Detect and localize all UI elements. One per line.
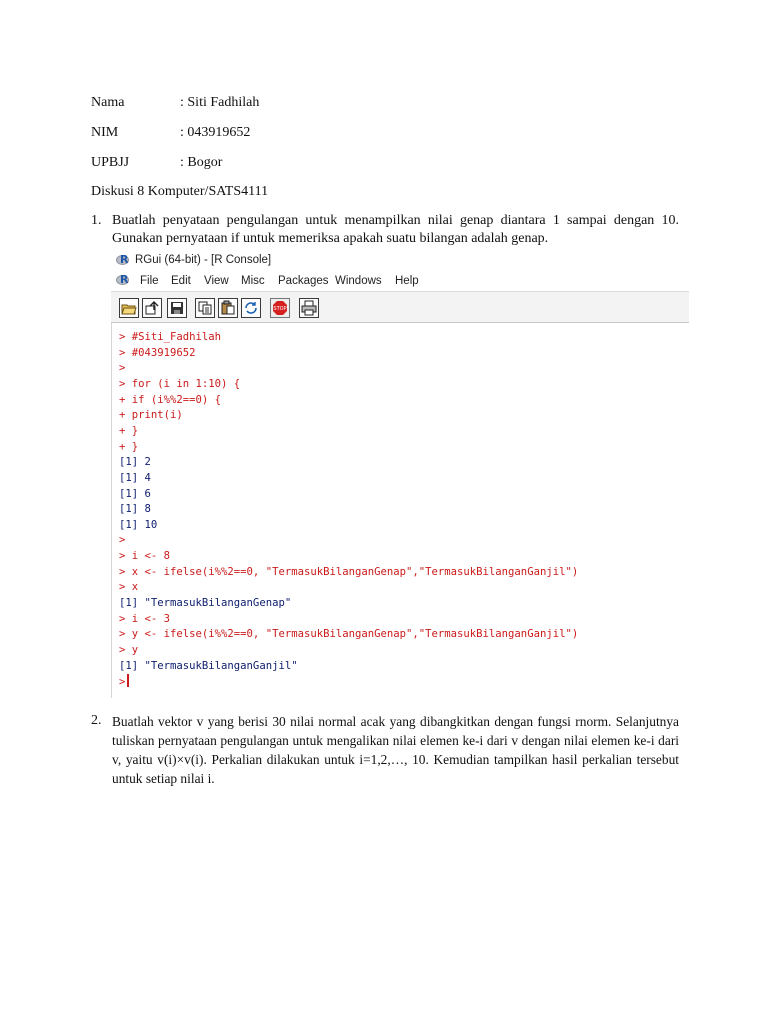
r-console[interactable] bbox=[111, 323, 689, 698]
question-number: 1. bbox=[91, 213, 102, 228]
menu-windows[interactable]: Windows bbox=[335, 275, 382, 287]
console-input-line: > #043919652 bbox=[119, 346, 196, 359]
nim-label: NIM bbox=[91, 125, 119, 140]
console-output-line: [1] 10 bbox=[119, 518, 158, 531]
console-input-line: + } bbox=[119, 424, 139, 437]
stop-icon[interactable] bbox=[270, 298, 290, 318]
console-output-line: [1] 2 bbox=[119, 456, 151, 469]
r-logo-icon: R bbox=[116, 254, 129, 267]
console-input-line: + if (i%%2==0) { bbox=[119, 393, 222, 406]
text-cursor bbox=[127, 674, 129, 687]
menu-file[interactable]: File bbox=[140, 275, 159, 287]
window-titlebar bbox=[111, 252, 689, 269]
console-input-line: > y bbox=[119, 644, 139, 656]
copy-icon[interactable] bbox=[195, 298, 215, 318]
paste-icon[interactable] bbox=[218, 298, 238, 318]
window-title: RGui (64-bit) - [R Console] bbox=[135, 254, 272, 266]
console-input-line: > bbox=[119, 534, 126, 547]
console-input-line: > x bbox=[119, 581, 139, 594]
question-text: Buatlah vektor v yang berisi 30 nilai normal acak yang dibangkitkan dengan fungsi rnorm. Selanjutnya tuliskan pernyataan pengulangan untuk mengalikan nilai elemen ke-i dari v dengan nilai elemen ke-i dari v, yaitu v(i)×v(i). Perkalian dilakukan untuk i=1,2,…, 10. Kemudian tampilkan hasil perkalian tersebut untuk setiap nilai i. bbox=[112, 714, 679, 786]
console-output-line: [1] "TermasukBilanganGenap" bbox=[119, 597, 292, 610]
menu-help[interactable]: Help bbox=[395, 275, 419, 287]
r-console-icon: R bbox=[116, 274, 129, 287]
console-input-line: > y <- ifelse(i%%2==0, "TermasukBilanganGenap","TermasukBilanganGanjil") bbox=[119, 628, 579, 641]
console-input-line: > bbox=[119, 674, 129, 690]
upbjj-label: UPBJJ bbox=[91, 155, 130, 170]
console-input-line: > bbox=[119, 362, 126, 375]
console-input-line: > i <- 3 bbox=[119, 612, 171, 625]
name-value: : Siti Fadhilah bbox=[180, 95, 260, 110]
toolbar bbox=[111, 291, 689, 323]
print-icon[interactable] bbox=[299, 298, 319, 318]
menu-misc[interactable]: Misc bbox=[241, 275, 265, 287]
console-output-line: [1] 4 bbox=[119, 471, 151, 484]
menu-bar bbox=[111, 272, 689, 290]
menu-packages[interactable]: Packages bbox=[278, 275, 329, 287]
svg-text:STOP: STOP bbox=[273, 306, 287, 312]
console-input-line: > i <- 8 bbox=[119, 550, 171, 563]
console-output-line: [1] 8 bbox=[119, 503, 151, 516]
console-input-line: + } bbox=[119, 440, 139, 453]
question-text: Buatlah penyataan pengulangan untuk menampilkan nilai genap diantara 1 sampai dengan 10. Gunakan pernyataan if untuk memeriksa apakah suatu bilangan adalah genap. bbox=[112, 213, 679, 246]
console-input-line: > x <- ifelse(i%%2==0, "TermasukBilanganGenap","TermasukBilanganGanjil") bbox=[119, 565, 579, 578]
console-input-line: > for (i in 1:10) { bbox=[119, 377, 241, 390]
upbjj-value: : Bogor bbox=[180, 155, 223, 170]
nim-value: : 043919652 bbox=[180, 125, 251, 140]
menu-edit[interactable]: Edit bbox=[171, 275, 191, 287]
rgui-screenshot bbox=[111, 252, 689, 698]
console-input-line: > #Siti_Fadhilah bbox=[119, 331, 222, 343]
name-label: Nama bbox=[91, 95, 125, 110]
console-output-line: [1] 6 bbox=[119, 487, 151, 500]
open-script-icon[interactable] bbox=[119, 298, 139, 318]
course-title: Diskusi 8 Komputer/SATS4111 bbox=[91, 184, 269, 199]
menu-view[interactable]: View bbox=[204, 275, 229, 287]
copy-paste-icon[interactable] bbox=[241, 298, 261, 318]
question-number: 2. bbox=[91, 713, 102, 728]
load-workspace-icon[interactable] bbox=[142, 298, 162, 318]
save-icon[interactable] bbox=[167, 298, 187, 318]
console-input-line: + print(i) bbox=[119, 409, 183, 422]
console-output-line: [1] "TermasukBilanganGanjil" bbox=[119, 659, 298, 672]
